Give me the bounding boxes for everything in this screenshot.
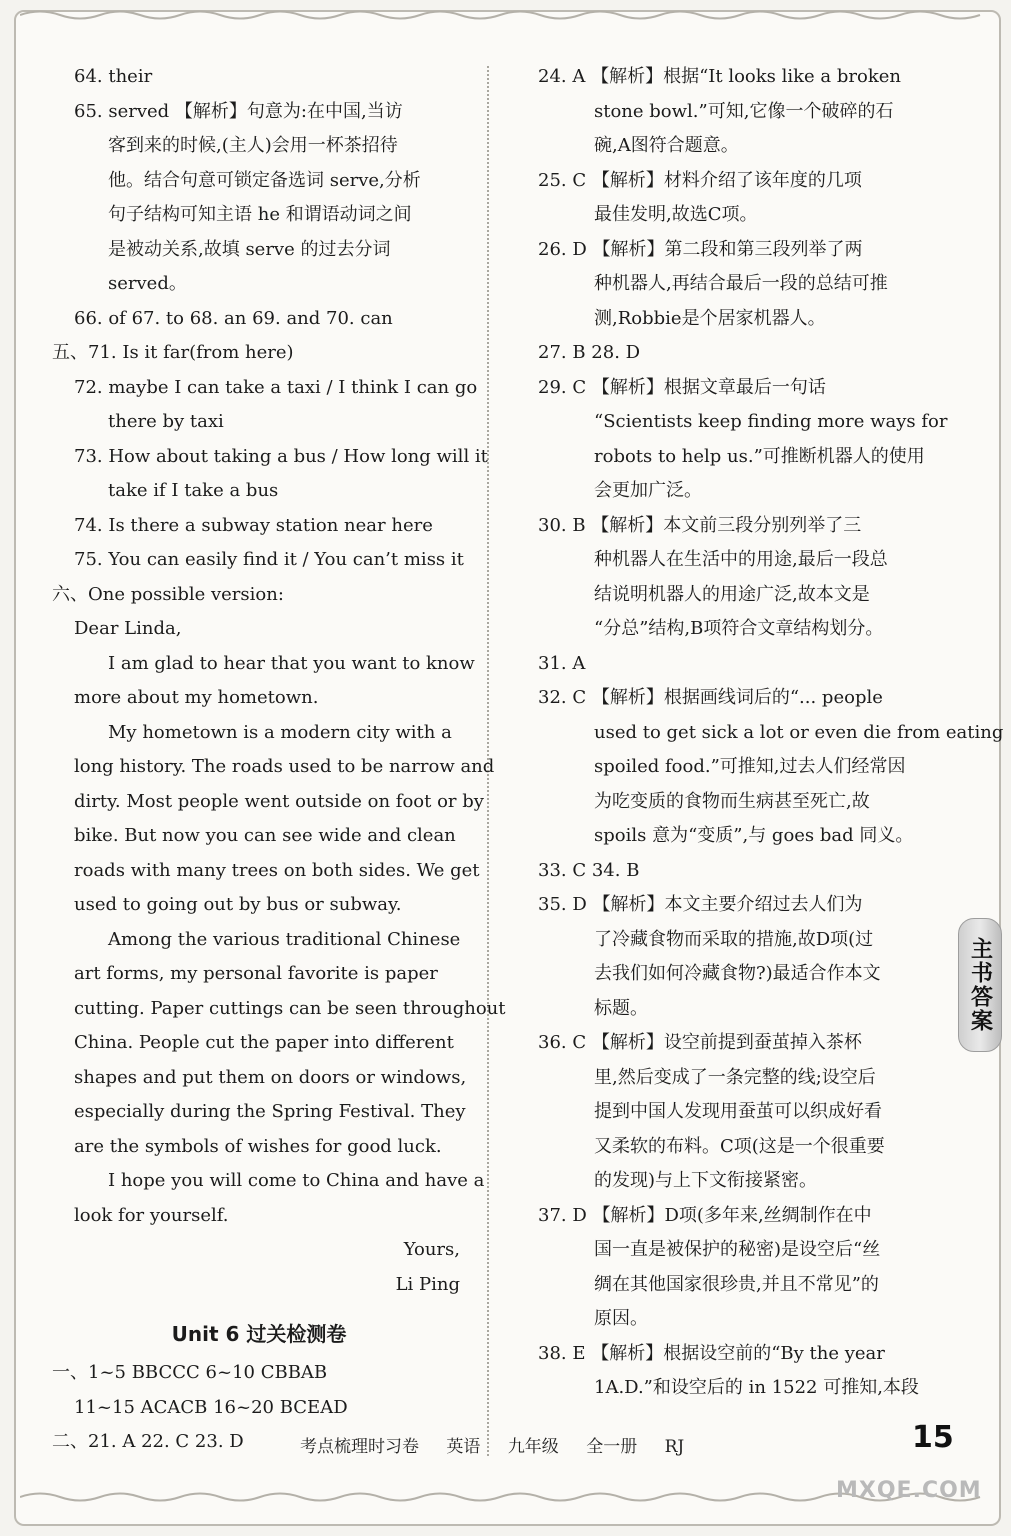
text-line: 64. their bbox=[74, 66, 153, 87]
page-number: 15 bbox=[912, 1420, 954, 1455]
text-line: 国一直是被保护的秘密)是设空后“丝 bbox=[594, 1239, 881, 1260]
text-line: 种机器人在生活中的用途,最后一段总 bbox=[594, 549, 888, 570]
text-line: stone bowl.”可知,它像一个破碎的石 bbox=[594, 100, 894, 122]
footer-volume: 全一册 bbox=[586, 1437, 638, 1457]
text-line: 65. served 【解析】句意为:在中国,当访 bbox=[74, 100, 403, 122]
text-line: 74. Is there a subway station near here bbox=[74, 514, 433, 536]
text-line: look for yourself. bbox=[74, 1204, 229, 1226]
text-line: 六、One possible version: bbox=[52, 583, 284, 605]
footer-grade: 九年级 bbox=[507, 1437, 559, 1457]
text-line: 38. E 【解析】根据设空前的“By the year bbox=[538, 1342, 885, 1364]
text-line: 35. D 【解析】本文主要介绍过去人们为 bbox=[538, 894, 863, 915]
text-line: bike. But now you can see wide and clean bbox=[74, 825, 456, 846]
text-line: My hometown is a modern city with a bbox=[108, 721, 452, 743]
left-column bbox=[52, 60, 506, 1460]
side-tab bbox=[958, 918, 1002, 1052]
text-line: 是被动关系,故填 serve 的过去分词 bbox=[108, 238, 391, 260]
side-tab-label: 主书答案 bbox=[967, 937, 993, 1033]
text-line: 73. How about taking a bus / How long will it bbox=[74, 445, 488, 467]
text-line: 29. C 【解析】根据文章最后一句话 bbox=[538, 376, 826, 398]
text-line: China. People cut the paper into different bbox=[74, 1032, 454, 1053]
text-line: more about my hometown. bbox=[74, 687, 319, 708]
text-line: 标题。 bbox=[594, 997, 648, 1019]
text-line: I hope you will come to China and have a bbox=[108, 1170, 485, 1191]
text-line: 26. D 【解析】第二段和第三段列举了两 bbox=[538, 238, 863, 260]
letter-closing: Yours, bbox=[403, 1239, 460, 1260]
text-line: 五、71. Is it far(from here) bbox=[52, 342, 294, 363]
text-line: 碗,A图符合题意。 bbox=[594, 135, 739, 156]
text-line: dirty. Most people went outside on foot or by bbox=[74, 790, 484, 812]
text-line: spoils 意为“变质”,与 goes bad 同义。 bbox=[594, 825, 914, 846]
text-line: there by taxi bbox=[108, 411, 224, 432]
text-line: take if I take a bus bbox=[108, 480, 279, 501]
text-line: 11~15 ACACB 16~20 BCEAD bbox=[74, 1396, 348, 1418]
text-line: shapes and put them on doors or windows, bbox=[74, 1066, 467, 1088]
text-line: 最佳发明,故选C项。 bbox=[594, 204, 758, 225]
text-line: 又柔软的布料。C项(这是一个很重要 bbox=[594, 1135, 885, 1157]
text-line: 75. You can easily find it / You can’t miss it bbox=[74, 549, 464, 570]
text-line: cutting. Paper cuttings can be seen throughout bbox=[74, 997, 506, 1019]
text-line: “分总”结构,B项符合文章结构划分。 bbox=[594, 618, 884, 639]
text-line: Dear Linda, bbox=[74, 618, 182, 639]
text-line: 他。结合句意可锁定备选词 serve,分析 bbox=[108, 169, 421, 191]
text-line: 提到中国人发现用蚕茧可以织成好看 bbox=[594, 1101, 882, 1122]
text-line: 的发现)与上下文衔接紧密。 bbox=[594, 1170, 818, 1191]
text-line: roads with many trees on both sides. We get bbox=[74, 859, 480, 881]
text-line: 测,Robbie是个居家机器人。 bbox=[594, 307, 826, 329]
footer-subject: 英语 bbox=[446, 1437, 481, 1457]
text-line: 24. A 【解析】根据“It looks like a broken bbox=[538, 66, 901, 87]
text-line: 了冷藏食物而采取的措施,故D项(过 bbox=[594, 928, 874, 950]
text-line: 会更加广泛。 bbox=[594, 480, 702, 501]
text-line: 为吃变质的食物而生病甚至死亡,故 bbox=[594, 790, 870, 812]
text-line: Among the various traditional Chinese bbox=[108, 928, 461, 950]
text-line: 结说明机器人的用途广泛,故本文是 bbox=[594, 583, 870, 605]
text-line: “Scientists keep finding more ways for bbox=[594, 411, 948, 432]
unit-title: Unit 6 过关检测卷 bbox=[171, 1322, 347, 1346]
text-line: spoiled food.”可推知,过去人们经常因 bbox=[594, 756, 906, 777]
text-line: art forms, my personal favorite is paper bbox=[74, 963, 438, 984]
text-line: 30. B 【解析】本文前三段分别列举了三 bbox=[538, 514, 862, 536]
watermark-text: MXQE.COM bbox=[836, 1478, 982, 1503]
text-line: 原因。 bbox=[594, 1308, 648, 1329]
text-line: 客到来的时候,(主人)会用一杯茶招待 bbox=[108, 135, 398, 156]
text-line: 绸在其他国家很珍贵,并且不常见”的 bbox=[594, 1273, 879, 1295]
text-line: 66. of 67. to 68. an 69. and 70. can bbox=[74, 307, 393, 329]
text-line: 72. maybe I can take a taxi / I think I can go bbox=[74, 376, 478, 398]
text-line: used to going out by bus or subway. bbox=[74, 894, 402, 915]
top-border-decoration bbox=[20, 8, 990, 22]
text-line: 31. A bbox=[538, 652, 586, 674]
letter-signature: Li Ping bbox=[395, 1273, 460, 1295]
left-answer-lines bbox=[52, 60, 506, 1233]
text-line: served。 bbox=[108, 273, 187, 294]
text-line: used to get sick a lot or even die from eating bbox=[594, 721, 1004, 743]
text-line: 里,然后变成了一条完整的线;设空后 bbox=[594, 1066, 876, 1088]
page-footer bbox=[300, 1432, 706, 1457]
text-line: I am glad to hear that you want to know bbox=[108, 652, 475, 674]
text-line: are the symbols of wishes for good luck. bbox=[74, 1135, 442, 1157]
text-line: 37. D 【解析】D项(多年来,丝绸制作在中 bbox=[538, 1204, 872, 1226]
text-line: 二、21. A 22. C 23. D bbox=[52, 1431, 244, 1452]
text-line: 去我们如何冷藏食物?)最适合作本文 bbox=[594, 963, 881, 984]
text-line: 32. C 【解析】根据画线词后的“... people bbox=[538, 687, 883, 708]
footer-edition: RJ bbox=[664, 1437, 685, 1457]
text-line: 句子结构可知主语 he 和谓语动词之间 bbox=[108, 204, 412, 225]
text-line: 25. C 【解析】材料介绍了该年度的几项 bbox=[538, 169, 862, 191]
text-line: 36. C 【解析】设空前提到蚕茧掉入茶杯 bbox=[538, 1032, 862, 1053]
text-line: 27. B 28. D bbox=[538, 342, 641, 363]
footer-book-title: 考点梳理时习卷 bbox=[300, 1437, 419, 1457]
text-line: long history. The roads used to be narrow and bbox=[74, 756, 495, 777]
text-line: 种机器人,再结合最后一段的总结可推 bbox=[594, 273, 888, 294]
text-line: 33. C 34. B bbox=[538, 859, 640, 881]
text-line: 一、1~5 BBCCC 6~10 CBBAB bbox=[52, 1362, 328, 1383]
text-line: robots to help us.”可推断机器人的使用 bbox=[594, 445, 925, 467]
text-line: especially during the Spring Festival. They bbox=[74, 1101, 466, 1122]
text-line: 1A.D.”和设空后的 in 1522 可推知,本段 bbox=[594, 1377, 919, 1398]
